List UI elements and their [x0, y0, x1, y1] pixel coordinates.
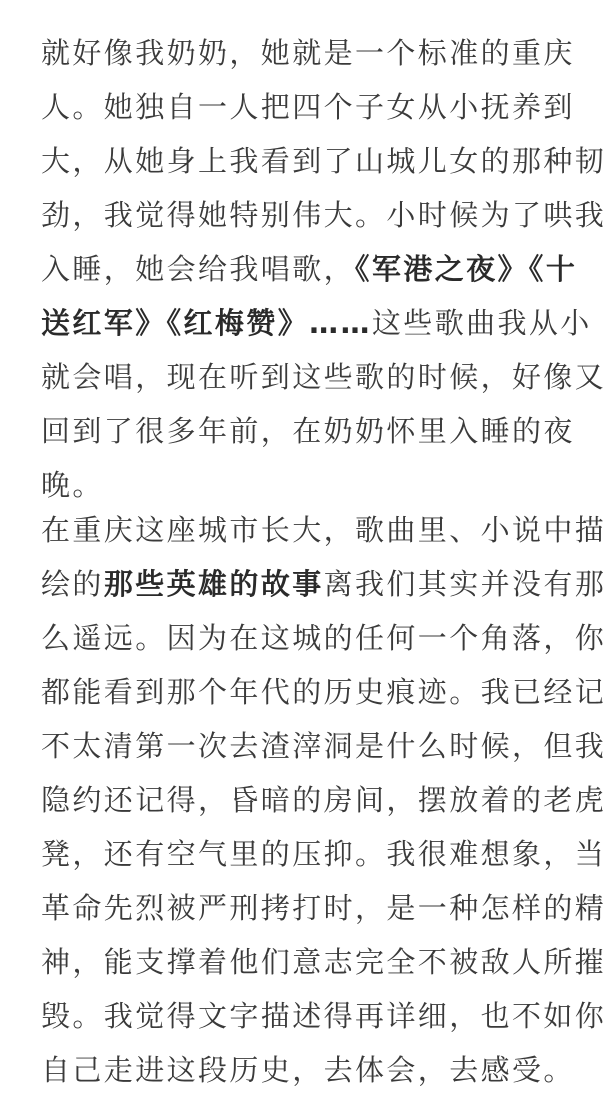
text-line [41, 665, 607, 719]
text-run: 入睡，她会给我唱歌， [41, 252, 356, 286]
text-run: 毁。我觉得文字描述得再详细，也不如你 [41, 999, 607, 1033]
text-line [41, 80, 581, 134]
text-line [41, 827, 607, 881]
text-run: 回到了很多年前，在奶奶怀里入睡的夜 [41, 414, 575, 448]
bold-text-run: 《军港之夜》《十 [355, 252, 578, 286]
text-line [41, 503, 607, 557]
text-line [41, 989, 607, 1043]
text-line [41, 350, 607, 404]
text-line [41, 242, 581, 296]
text-line [41, 404, 581, 458]
text-run: 革命先烈被严刑拷打时，是一种怎样的精 [41, 891, 607, 925]
text-line [41, 1043, 581, 1097]
text-run: 绘的 [41, 567, 104, 601]
text-run: 神，能支撑着他们意志完全不被敌人所摧 [41, 945, 607, 979]
text-line [41, 773, 607, 827]
text-run: 劲，我觉得她特别伟大。小时候为了哄我 [41, 198, 607, 232]
text-run: 就好像我奶奶，她就是一个标准的重庆 [41, 36, 575, 70]
text-run: 大，从她身上我看到了山城儿女的那种韧 [41, 144, 607, 178]
text-run: 么遥远。因为在这城的任何一个角落，你 [41, 621, 607, 655]
text-run: 在重庆这座城市长大，歌曲里、小说中描 [41, 513, 607, 547]
text-line [41, 188, 607, 242]
paragraph-heroes [41, 503, 607, 1097]
text-line [41, 557, 607, 611]
text-line [41, 26, 581, 80]
text-run: 都能看到那个年代的历史痕迹。我已经记 [41, 675, 607, 709]
text-line [41, 881, 607, 935]
text-line [41, 935, 607, 989]
text-line [41, 296, 592, 350]
paragraph-grandmother [41, 26, 607, 512]
text-line [41, 719, 607, 773]
text-run: 这些歌曲我从小 [371, 306, 592, 340]
text-run: 不太清第一次去渣滓洞是什么时候，但我 [41, 729, 607, 763]
text-run: 离我们其实并没有那 [323, 567, 607, 601]
text-run: 自己走进这段历史，去体会，去感受。 [41, 1053, 575, 1087]
text-run: 隐约还记得，昏暗的房间，摆放着的老虎 [41, 783, 607, 817]
bold-text-run: 送红军》《红梅赞》…… [41, 306, 372, 340]
text-run: 人。她独自一人把四个子女从小抚养到 [41, 90, 575, 124]
text-line [41, 134, 607, 188]
text-run: 就会唱，现在听到这些歌的时候，好像又 [41, 360, 607, 394]
text-run: 晚。 [41, 468, 104, 502]
bold-text-run: 那些英雄的故事 [103, 567, 324, 601]
text-line [41, 611, 607, 665]
text-run: 凳，还有空气里的压抑。我很难想象，当 [41, 837, 607, 871]
